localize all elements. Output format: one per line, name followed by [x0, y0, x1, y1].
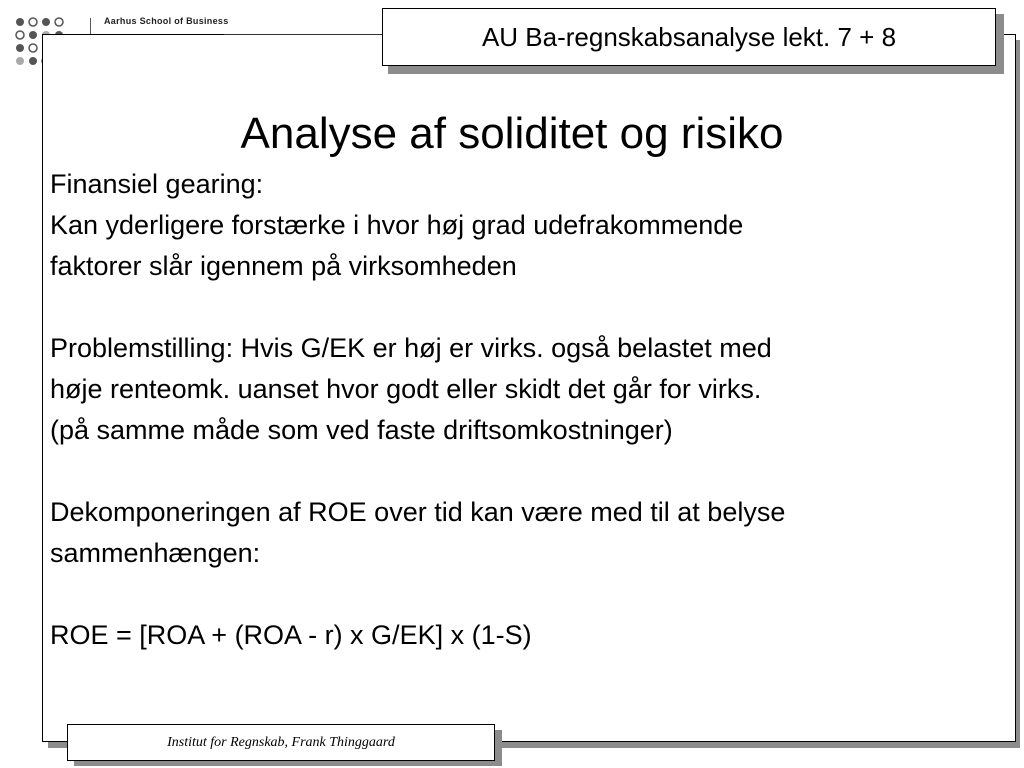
roe-formula: ROE = [ROA + (ROA - r) x G/EK] x (1-S): [50, 620, 532, 650]
body-line: høje renteomk. uanset hvor godt eller skidt det går for virks.: [50, 374, 762, 404]
body-line: sammenhængen:: [50, 538, 261, 568]
body-line: (på samme måde som ved faste driftsomkostninger): [50, 415, 673, 445]
footer-credit: Institut for Regnskab, Frank Thinggaard: [67, 724, 495, 761]
slide-body: [50, 164, 1010, 656]
body-line: Finansiel gearing:: [50, 169, 264, 199]
body-gap: [50, 574, 1010, 615]
body-line: faktorer slår igennem på virksomheden: [50, 251, 517, 281]
body-line: Kan yderligere forstærke i hvor høj grad udefrakommende: [50, 210, 744, 240]
body-line: Problemstilling: Hvis G/EK er høj er virks. også belastet med: [50, 333, 772, 363]
body-gap: [50, 451, 1010, 492]
body-line: Dekomponeringen af ROE over tid kan være med til at belyse: [50, 497, 786, 527]
course-title: AU Ba-regnskabsanalyse lekt. 7 + 8: [382, 8, 996, 66]
body-gap: [50, 287, 1010, 328]
slide-title: Analyse af soliditet og risiko: [240, 109, 784, 158]
logo-rule: [224, 34, 384, 35]
logo-subtitle: Aarhus School of Business: [104, 16, 229, 26]
